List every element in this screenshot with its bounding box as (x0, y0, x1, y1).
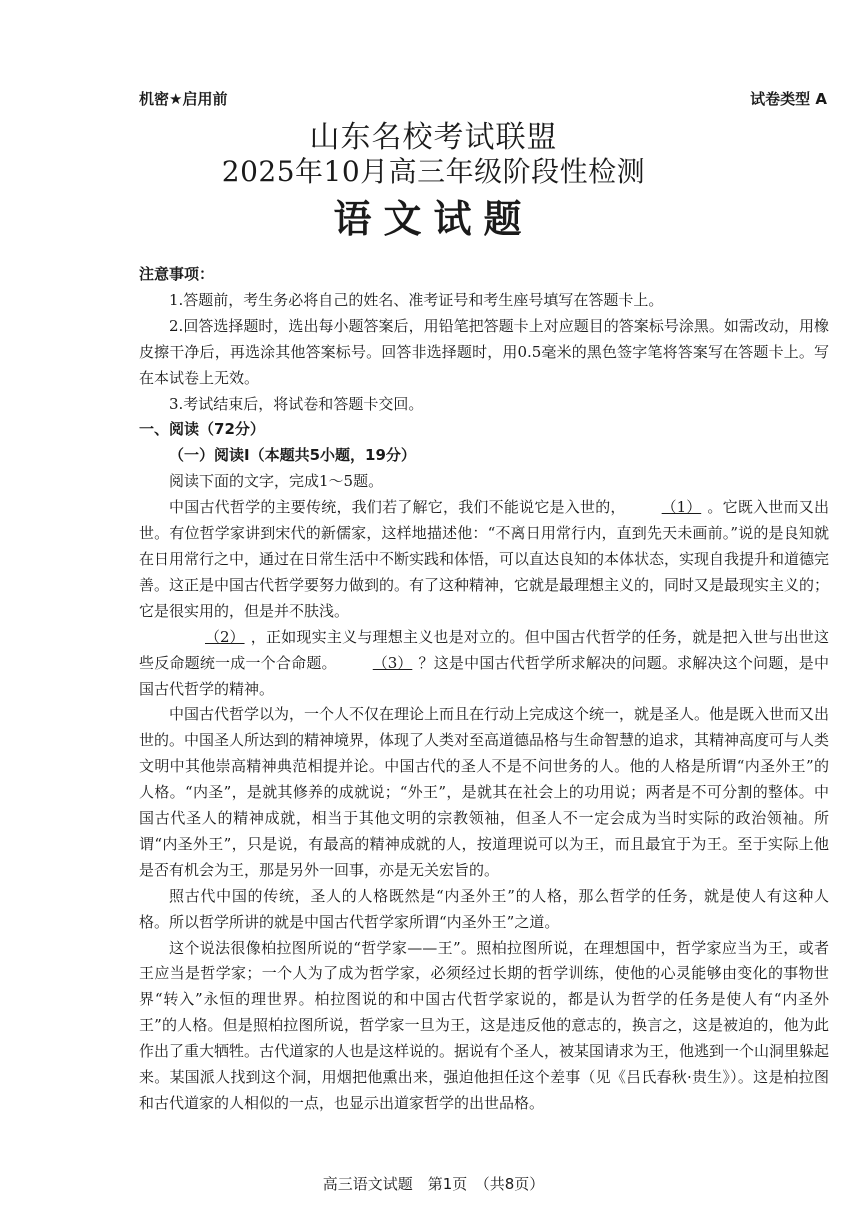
blank-3: （3） (372, 653, 413, 672)
confidential-label: 机密★启用前 (139, 90, 228, 108)
notice-heading: 注意事项： (139, 265, 215, 283)
blank-1: （1） (661, 498, 702, 517)
notice-item-2: 2.回答选择题时，选出每小题答案后，用铅笔把答题卡上对应题目的答案标号涂黑。如需改动，用橡皮擦干净后，再选涂其他答案标号。回答非选择题时，用0.5毫米的黑色签字笔将答案写在答题卡上。写在本试卷上无效。 (139, 316, 829, 387)
sub-section-title: （一）阅读Ⅰ（本题共5小题，19分） (169, 446, 416, 465)
passage-paragraph-1 (139, 495, 829, 625)
subject-title: 语文试题 (333, 196, 534, 241)
exam-body (139, 262, 829, 1117)
passage-text: ？这是中国古代哲学所求解决的问题。求解决这个问题，是中国古代哲学的精神。 (139, 653, 829, 698)
passage-text: 中国古代哲学的主要传统，我们若了解它，我们不能说它是入世的， (169, 498, 626, 517)
section-title: 一、阅读（72分） (139, 420, 265, 439)
passage-text: ，正如现实主义与理想主义也是对立的。但中国古代哲学的任务，就是把入世与出世这些反命题统一成一个合命题。 (139, 627, 829, 672)
passage-paragraph-4: 照古代中国的传统，圣人的人格既然是“内圣外王”的人格，那么哲学的任务，就是使人有这种人格。所以哲学所讲的就是中国古代哲学家所谓“内圣外王”之道。 (139, 886, 829, 931)
exam-date-title: 2025年10月高三年级阶段性检测 (221, 155, 646, 188)
passage-text: 。它既入世而又出世。有位哲学家讲到宋代的新儒家，这样地描述他：“不离日用常行内，直到先天未画前。”说的是良知就在日用常行之中，通过在日常生活中不断实践和体悟，可以直达良知的本体状态，实现自我提升和道德完善。这正是中国古代哲学要努力做到的。有了这种精神，它就是最理想主义的，同时又是最现实主义的；它是很实用的，但是并不肤浅。 (139, 498, 830, 620)
instruction-text: 阅读下面的文字，完成1～5题。 (169, 472, 384, 491)
page-footer: 高三语文试题 第1页 （共8页） (322, 1175, 545, 1193)
passage-paragraph-5: 这个说法很像柏拉图所说的“哲学家——王”。照柏拉图所说，在理想国中，哲学家应当为王，或者王应当是哲学家；一个人为了成为哲学家，必须经过长期的哲学训练，使他的心灵能够由变化的事物世界“转入”永恒的理世界。柏拉图说的和中国古代哲学家说的，都是认为哲学的任务是使人有“内圣外王”的人格。但是照柏拉图所说，哲学家一旦为王，这是违反他的意志的，换言之，这是被迫的，他为此作出了重大牺牲。古代道家的人也是这样说的。据说有个圣人，被某国请求为王，他逃到一个山洞里躲起来。某国派人找到这个洞，用烟把他熏出来，强迫他担任这个差事（见《吕氏春秋·贵生》）。这是柏拉图和古代道家的人相似的一点，也显示出道家哲学的出世品格。 (139, 938, 830, 1112)
notice-item-3: 3.考试结束后，将试卷和答题卡交回。 (169, 394, 424, 413)
paper-type-label: 试卷类型 A (750, 90, 827, 108)
exam-organizer-title: 山东名校考试联盟 (309, 120, 558, 155)
notice-item-1: 1.答题前，考生务必将自己的姓名、准考证号和考生座号填写在答题卡上。 (169, 290, 664, 309)
passage-paragraph-3: 中国古代哲学以为，一个人不仅在理论上而且在行动上完成这个统一，就是圣人。他是既入世而又出世的。中国圣人所达到的精神境界，体现了人类对至高道德品格与生命智慧的追求，其精神高度可与人类文明中其他崇高精神典范相提并论。中国古代的圣人不是不问世务的人。他的人格是所谓“内圣外王”的人格。“内圣”，是就其修养的成就说；“外王”，是就其在社会上的功用说；两者是不可分割的整体。中国古代圣人的精神成就，相当于其他文明的宗教领袖，但圣人不一定会成为当时实际的政治领袖。所谓“内圣外王”，只是说，有最高的精神成就的人，按道理说可以为王，而且最宜于为王。至于实际上他是否有机会为王，那是另外一回事，亦是无关宏旨的。 (139, 705, 830, 879)
blank-2: （2） (205, 627, 245, 646)
passage-paragraph-2 (139, 625, 829, 703)
